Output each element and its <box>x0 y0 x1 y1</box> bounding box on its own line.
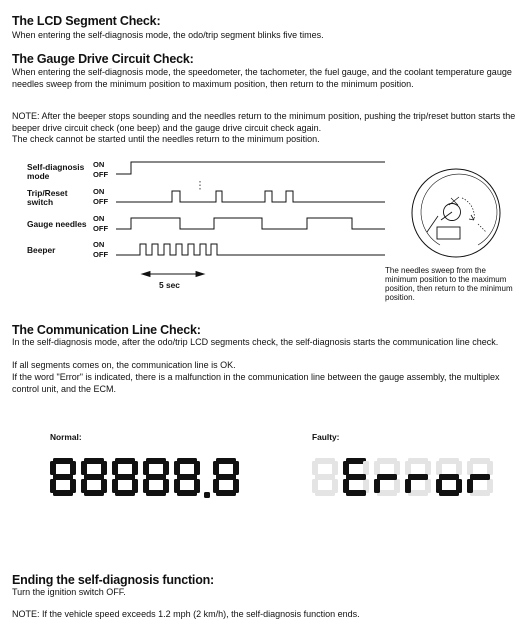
lcd-segment-f <box>112 461 118 475</box>
lcd-segment-e <box>436 479 442 493</box>
lcd-segment-e <box>467 479 473 493</box>
faulty-display-text <box>310 494 323 500</box>
lcd-segment-e <box>312 479 318 493</box>
lcd-segment-e <box>405 479 411 493</box>
lcd-segment-g <box>470 474 490 480</box>
lcd-segment-e <box>81 479 87 493</box>
on-label: ON <box>93 160 105 169</box>
lcd-segment-b <box>425 461 431 475</box>
normal-label: Normal: <box>50 432 82 442</box>
lcd-segment-b <box>394 461 400 475</box>
lcd-segment-b <box>456 461 462 475</box>
gauge-check-heading: The Gauge Drive Circuit Check: <box>12 52 194 66</box>
row-label-line1: Trip/Reset <box>27 188 68 198</box>
comm-check-body: In the self-diagnosis mode, after the odo/trip LCD segments check, the self-diagnosis starts the communication line check. <box>12 337 499 347</box>
lcd-segment-f <box>81 461 87 475</box>
lcd-segment-g <box>84 474 104 480</box>
lcd-check-heading: The LCD Segment Check: <box>12 14 161 28</box>
lcd-segment-g <box>53 474 73 480</box>
off-label: OFF <box>93 250 109 259</box>
gauge-check-body: When entering the self-diagnosis mode, the speedometer, the tachometer, the fuel gauge, and the coolant temperature gauge needles sweep from the minimum position to maximum position, then return to the minimum position. <box>12 67 512 89</box>
lcd-segment-f <box>213 461 219 475</box>
lcd-segment-b <box>163 461 169 475</box>
lcd-segment-b <box>70 461 76 475</box>
lcd-segment-g <box>115 474 135 480</box>
row-label-line1: Beeper <box>27 245 56 255</box>
comm-check-heading: The Communication Line Check: <box>12 323 201 337</box>
lcd-segment-b <box>101 461 107 475</box>
ending-heading: Ending the self-diagnosis function: <box>12 573 215 587</box>
lcd-segment-b <box>194 461 200 475</box>
lcd-segment-f <box>405 461 411 475</box>
gauge-check-note: NOTE: After the beeper stops sounding and the needles return to the minimum position, pushing the trip/reset button starts the beeper drive circuit check (one beep) and the gauge drive circuit check again. <box>12 111 516 133</box>
row-label-line2: mode <box>27 171 50 181</box>
lcd-decimal-point <box>204 492 210 498</box>
lcd-segment-e <box>213 479 219 493</box>
duration-label: 5 sec <box>159 280 180 290</box>
lcd-segment-g <box>315 474 335 480</box>
lcd-segment-e <box>174 479 180 493</box>
row-label-line2: switch <box>27 197 54 207</box>
ending-note: NOTE: If the vehicle speed exceeds 1.2 mph (2 km/h), the self-diagnosis function ends. <box>12 609 360 619</box>
normal-display-text <box>48 494 70 500</box>
lcd-check-body: When entering the self-diagnosis mode, the odo/trip segment blinks five times. <box>12 30 324 40</box>
comm-check-line-2: If all segments comes on, the communication line is OK. <box>12 360 236 370</box>
row-label-line1: Gauge needles <box>27 219 87 229</box>
lcd-segment-e <box>50 479 56 493</box>
lcd-segment-b <box>332 461 338 475</box>
lcd-segment-b <box>487 461 493 475</box>
sweep-caption: The needles sweep from the minimum position to the maximum position, then return to the minimum position. <box>385 266 513 302</box>
lcd-segment-g <box>146 474 166 480</box>
lcd-segment-g <box>439 474 459 480</box>
off-label: OFF <box>93 170 109 179</box>
lcd-display-normal <box>50 458 239 498</box>
lcd-segment-b <box>132 461 138 475</box>
lcd-segment-e <box>374 479 380 493</box>
faulty-label: Faulty: <box>312 432 340 442</box>
on-label: ON <box>93 240 105 249</box>
lcd-segment-g <box>377 474 397 480</box>
lcd-segment-g <box>177 474 197 480</box>
lcd-segment-e <box>143 479 149 493</box>
lcd-segment-b <box>363 461 369 475</box>
off-label: OFF <box>93 224 109 233</box>
lcd-segment-f <box>374 461 380 475</box>
lcd-segment-b <box>233 461 239 475</box>
gauge-check-note-2: The check cannot be started until the needles return to the minimum position. <box>12 134 320 144</box>
lcd-segment-e <box>343 479 349 493</box>
row-label-line1: Self-diagnosis <box>27 162 85 172</box>
comm-check-line-3: If the word "Error" is indicated, there is a malfunction in the communication line between the gauge assembly, the multiplex control unit, and the ECM. <box>12 372 500 394</box>
lcd-segment-g <box>216 474 236 480</box>
lcd-segment-e <box>112 479 118 493</box>
lcd-segment-f <box>312 461 318 475</box>
lcd-display-faulty <box>312 458 493 496</box>
lcd-segment-f <box>467 461 473 475</box>
lcd-segment-f <box>343 461 349 475</box>
off-label: OFF <box>93 197 109 206</box>
lcd-segment-f <box>143 461 149 475</box>
lcd-segment-g <box>346 474 366 480</box>
lcd-segment-f <box>436 461 442 475</box>
on-label: ON <box>93 214 105 223</box>
lcd-segment-f <box>174 461 180 475</box>
ending-body: Turn the ignition switch OFF. <box>12 587 126 597</box>
lcd-segment-g <box>408 474 428 480</box>
on-label: ON <box>93 187 105 196</box>
lcd-segment-f <box>50 461 56 475</box>
